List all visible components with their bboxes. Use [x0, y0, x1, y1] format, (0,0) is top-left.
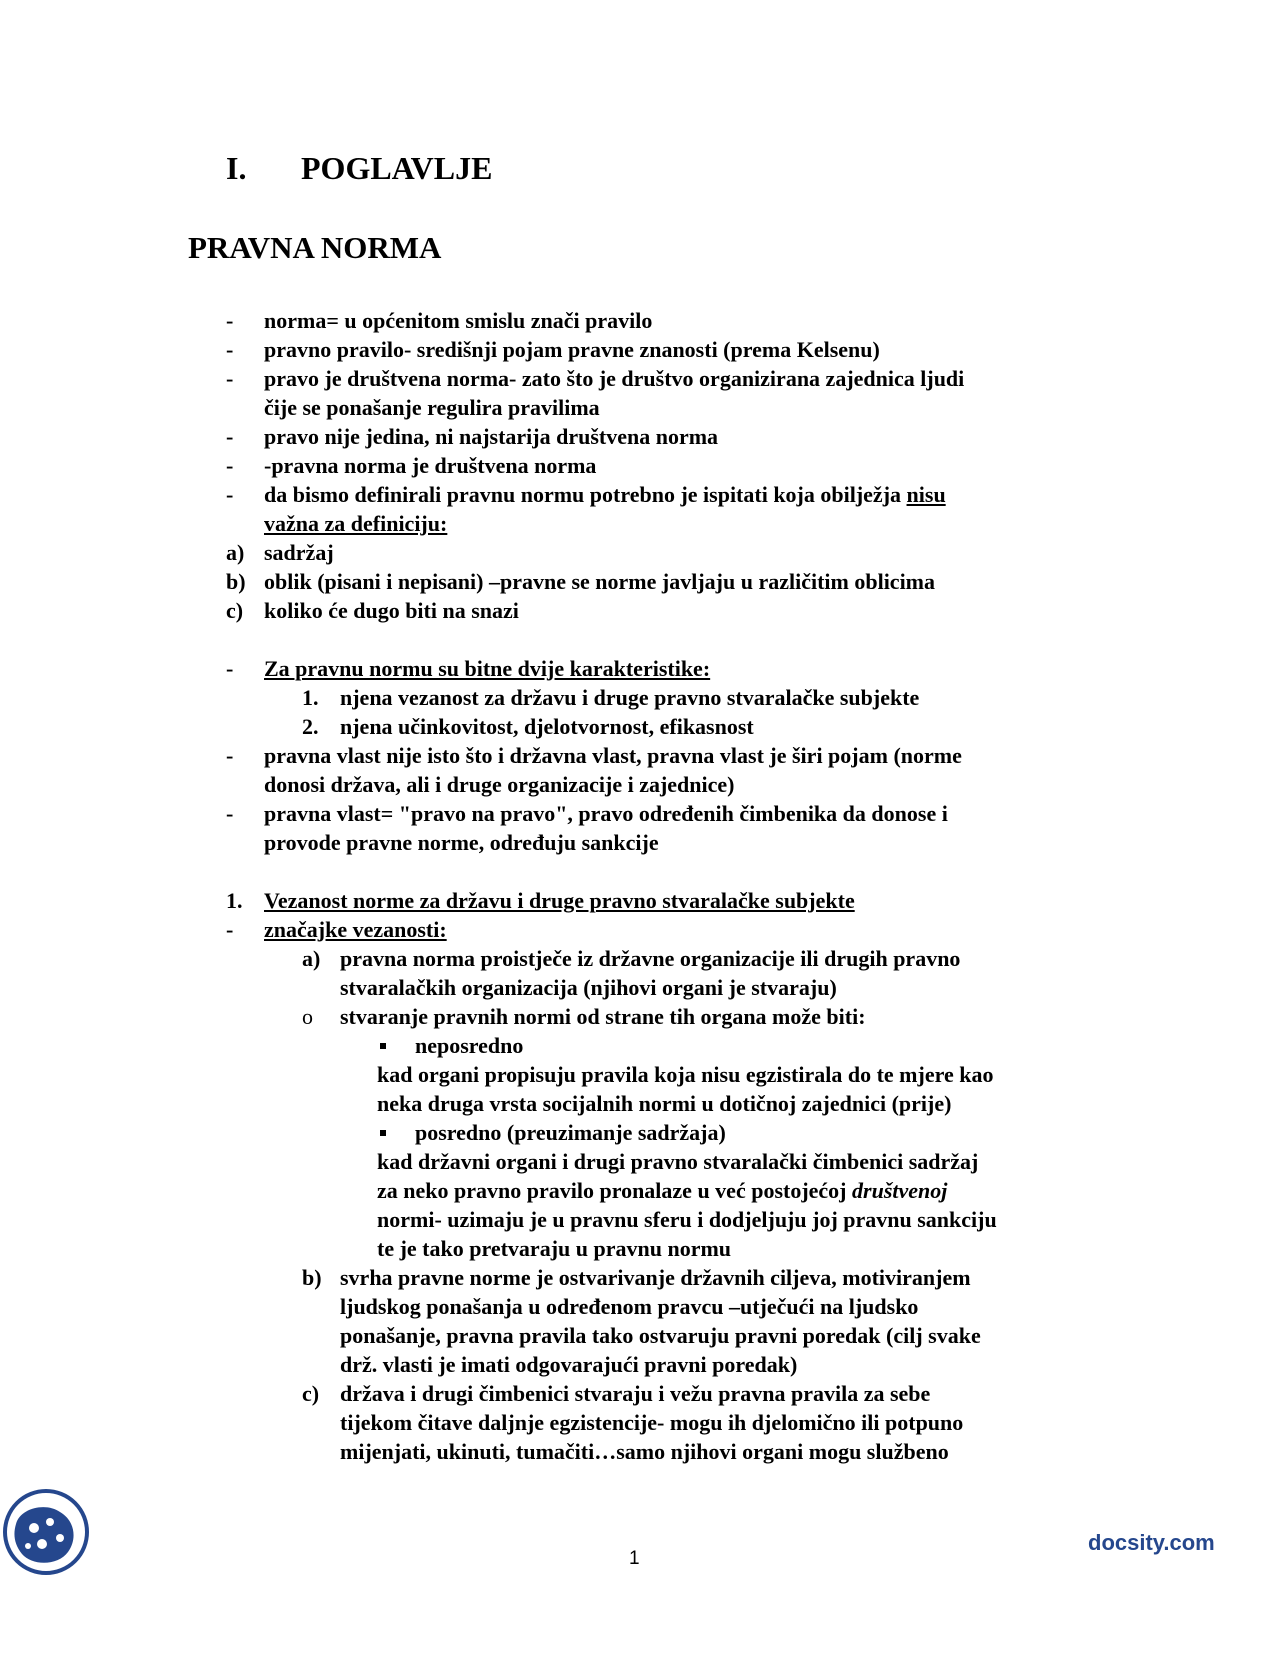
- list-marker: -: [226, 337, 234, 362]
- list-marker: -: [226, 453, 234, 478]
- list-item: država i drugi čimbenici stvaraju i vežu pravna pravila za sebe: [340, 1381, 931, 1406]
- list-marker: b): [226, 569, 246, 594]
- list-item: pravna norma proistječe iz državne organizacije ili drugih pravno: [340, 946, 961, 971]
- square-bullet-icon: [380, 1130, 386, 1136]
- list-marker: a): [302, 946, 321, 971]
- list-item: njena učinkovitost, djelotvornost, efikasnost: [340, 714, 754, 739]
- list-item-continued: važna za definiciju:: [264, 511, 448, 536]
- underlined-word: nisu: [906, 482, 946, 507]
- list-marker: 1.: [302, 685, 319, 710]
- square-bullet-icon: [380, 1043, 386, 1049]
- list-marker: -: [226, 482, 234, 507]
- list-marker: -: [226, 801, 234, 826]
- list-item: oblik (pisani i nepisani) –pravne se norme javljaju u različitim oblicima: [264, 569, 936, 594]
- list-item: svrha pravne norme je ostvarivanje državnih ciljeva, motiviranjem: [340, 1265, 971, 1290]
- list-marker: -: [226, 656, 234, 681]
- list-item: sadržaj: [264, 540, 334, 565]
- list-item-continued: donosi država, ali i druge organizacije i zajednice): [264, 772, 735, 797]
- list-item-continued: kad državni organi i drugi pravno stvaralački čimbenici sadržaj: [377, 1149, 979, 1174]
- list-item: njena vezanost za državu i druge pravno stvaralačke subjekte: [340, 685, 920, 710]
- list-item: norma= u općenitom smislu znači pravilo: [264, 308, 653, 333]
- list-item-continued: te je tako pretvaraju u pravnu normu: [377, 1236, 732, 1261]
- italic-word: društvenoj: [852, 1178, 948, 1203]
- list-marker: -: [226, 308, 234, 333]
- list-marker: -: [226, 743, 234, 768]
- list-item: koliko će dugo biti na snazi: [264, 598, 519, 623]
- page-number: 1: [629, 1548, 640, 1569]
- list-item-continued: tijekom čitave daljnje egzistencije- mogu ih djelomično ili potpuno: [340, 1410, 964, 1435]
- list-marker: -: [226, 424, 234, 449]
- list-item: pravo nije jedina, ni najstarija društvena norma: [264, 424, 719, 449]
- list-item-continued: ljudskog ponašanja u određenom pravcu –utječući na ljudsko: [340, 1294, 919, 1319]
- list-item-continued: stvaralačkih organizacija (njihovi organi je stvaraju): [340, 975, 837, 1000]
- list-item: pravno pravilo- središnji pojam pravne znanosti (prema Kelsenu): [264, 337, 880, 362]
- list-item: pravo je društvena norma- zato što je društvo organizirana zajednica ljudi: [264, 366, 965, 391]
- list-item-continued: mijenjati, ukinuti, tumačiti…samo njihovi organi mogu službeno: [340, 1439, 949, 1464]
- list-item-continued: kad organi propisuju pravila koja nisu egzistirala do te mjere kao: [377, 1062, 994, 1087]
- list-item: posredno (preuzimanje sadržaja): [415, 1120, 726, 1145]
- docsity-logo-icon: [2, 1488, 90, 1576]
- list-marker: a): [226, 540, 245, 565]
- list-marker: o: [302, 1004, 313, 1029]
- list-marker: c): [226, 598, 244, 623]
- list-item-continued: ponašanje, pravna pravila tako ostvaruju pravni poredak (cilj svake: [340, 1323, 981, 1348]
- list-item: stvaranje pravnih normi od strane tih organa može biti:: [340, 1004, 866, 1029]
- brand-link[interactable]: docsity.com: [1088, 1530, 1215, 1555]
- list-item: pravna vlast nije isto što i državna vlast, pravna vlast je širi pojam (norme: [264, 743, 962, 768]
- list-item-continued: provode pravne norme, određuju sankcije: [264, 830, 659, 855]
- list-item-continued: neka druga vrsta socijalnih normi u dotičnoj zajednici (prije): [377, 1091, 952, 1116]
- list-marker: 2.: [302, 714, 319, 739]
- list-marker: -: [226, 366, 234, 391]
- list-item-continued: čije se ponašanje regulira pravilima: [264, 395, 600, 420]
- section-title: PRAVNA NORMA: [188, 230, 442, 265]
- chapter-title: POGLAVLJE: [301, 150, 493, 186]
- list-item: pravna vlast= "pravo na pravo", pravo određenih čimbenika da donose i: [264, 801, 948, 826]
- list-item: neposredno: [415, 1033, 524, 1058]
- subsection-title: Vezanost norme za državu i druge pravno stvaralačke subjekte: [264, 888, 855, 913]
- list-item: [264, 481, 946, 509]
- list-item: značajke vezanosti:: [264, 917, 447, 942]
- list-item-continued: [377, 1177, 947, 1205]
- list-marker: -: [226, 917, 234, 942]
- chapter-number: I.: [226, 150, 247, 186]
- list-marker: b): [302, 1265, 322, 1290]
- list-item: -pravna norma je društvena norma: [264, 453, 597, 478]
- list-marker: c): [302, 1381, 320, 1406]
- list-item-continued: drž. vlasti je imati odgovarajući pravni poredak): [340, 1352, 798, 1377]
- list-item-continued: normi- uzimaju je u pravnu sferu i dodjeljuju joj pravnu sankciju: [377, 1207, 997, 1232]
- list-item: Za pravnu normu su bitne dvije karakteristike:: [264, 656, 711, 681]
- list-item-text: za neko pravno pravilo pronalaze u već postojećoj: [377, 1178, 853, 1203]
- list-marker: 1.: [226, 888, 243, 913]
- list-item-text: da bismo definirali pravnu normu potrebno je ispitati koja obilježja: [264, 482, 907, 507]
